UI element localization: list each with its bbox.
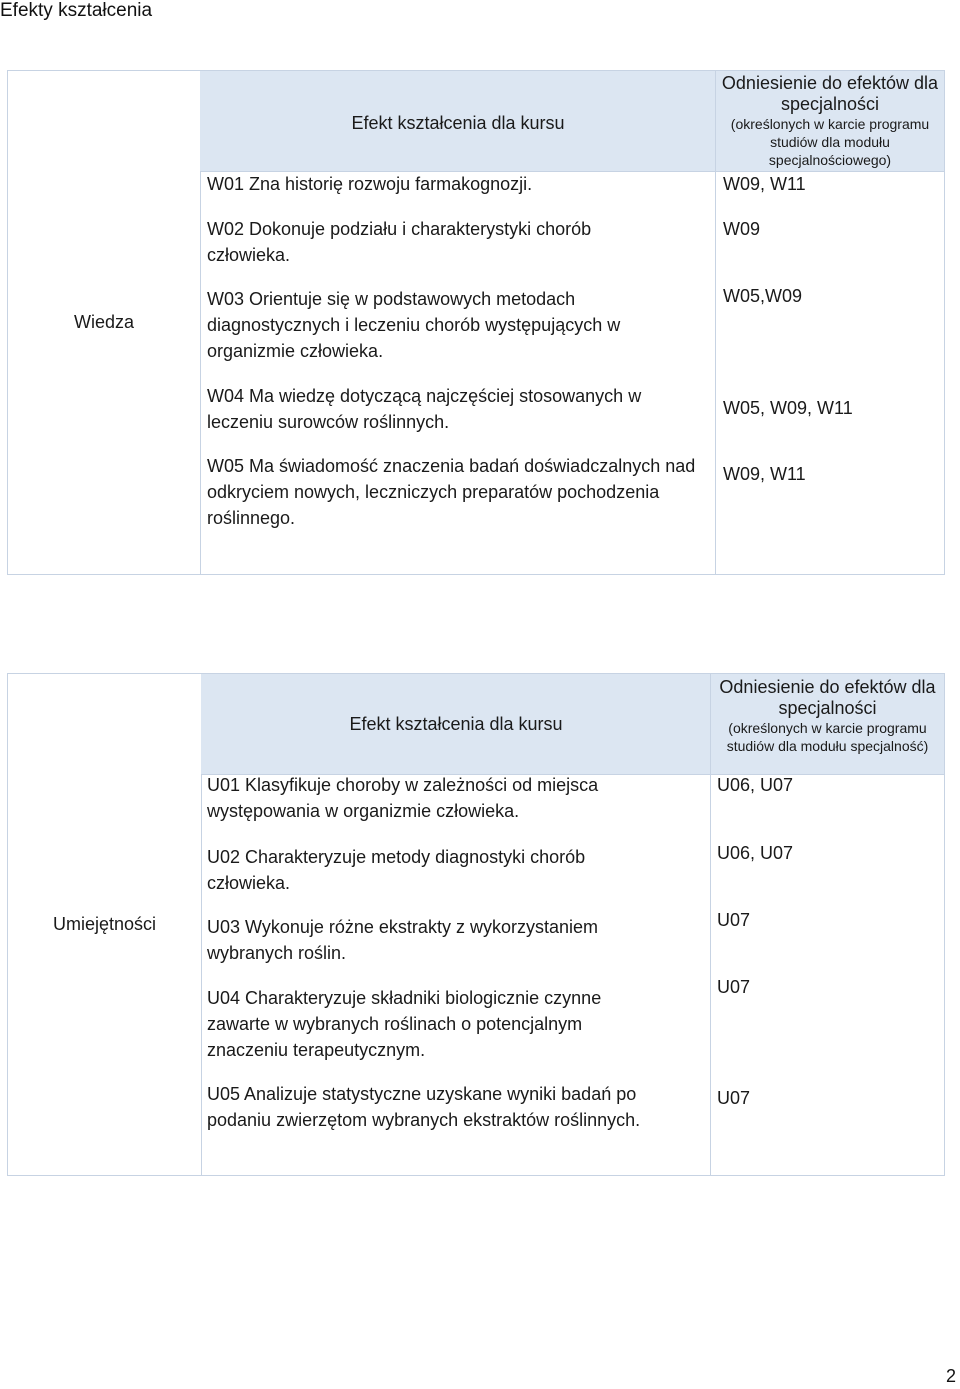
wiedza-category-cell bbox=[8, 71, 201, 574]
wiedza-row-text: W02 Dokonuje podziału i charakterystyki chorób człowieka. bbox=[207, 219, 592, 265]
umiejetnosci-row-text: U04 Charakteryzuje składniki biologicznie czynne zawarte w wybranych roślinach o potencjalnym znaczeniu terapeutycznym. bbox=[207, 988, 602, 1060]
umiejetnosci-row-ref: U06, U07 bbox=[717, 775, 794, 795]
wiedza-category-label: Wiedza bbox=[73, 312, 135, 332]
wiedza-row-text: W04 Ma wiedzę dotyczącą najczęściej stosowanych w leczeniu surowców roślinnych. bbox=[207, 386, 642, 432]
umiejetnosci-row-ref: U07 bbox=[717, 910, 751, 930]
umiejetnosci-row-text: U03 Wykonuje różne ekstrakty z wykorzystaniem wybranych roślin. bbox=[207, 917, 598, 963]
wiedza-row-ref: W09, W11 bbox=[723, 464, 806, 484]
wiedza-header-efekt: Efekt kształcenia dla kursu bbox=[351, 113, 565, 133]
umiejetnosci-row-ref: U06, U07 bbox=[717, 843, 794, 863]
umiejetnosci-row-text: U02 Charakteryzuje metody diagnostyki chorób człowieka. bbox=[207, 847, 586, 893]
page-number: 2 bbox=[945, 1366, 956, 1386]
wiedza-header-odn-note: (określonych w karcie programu studiów dla modułu specjalnościowego) bbox=[730, 116, 930, 168]
umiejetnosci-header-odniesienie bbox=[711, 677, 944, 755]
page-title: Efekty kształcenia bbox=[0, 0, 153, 21]
wiedza-row-ref: W05,W09 bbox=[723, 286, 803, 306]
wiedza-row-ref: W09 bbox=[723, 219, 761, 239]
wiedza-header-odn-main: Odniesienie do efektów dla specjalności bbox=[721, 73, 939, 114]
umiejetnosci-header-efekt: Efekt kształcenia dla kursu bbox=[349, 714, 563, 734]
wiedza-row-ref: W09, W11 bbox=[723, 174, 806, 194]
umiejetnosci-row-ref: U07 bbox=[717, 977, 751, 997]
wiedza-header-odniesienie bbox=[716, 73, 944, 169]
umiejetnosci-table bbox=[7, 673, 945, 1176]
wiedza-row-ref: W05, W09, W11 bbox=[723, 398, 853, 418]
umiejetnosci-row-text: U01 Klasyfikuje choroby w zależności od miejsca występowania w organizmie człowieka. bbox=[207, 775, 599, 821]
umiejetnosci-category-label: Umiejętności bbox=[52, 914, 157, 934]
wiedza-row-text: W03 Orientuje się w podstawowych metodach diagnostycznych i leczeniu chorób występujących w organizmie człowieka. bbox=[207, 289, 621, 361]
umiejetnosci-category-cell bbox=[8, 674, 202, 1175]
umiejetnosci-row-ref: U07 bbox=[717, 1088, 751, 1108]
umiejetnosci-header-odn-note: (określonych w karcie programu studiów dla modułu specjalność) bbox=[726, 720, 929, 754]
umiejetnosci-header-odn-main: Odniesienie do efektów dla specjalności bbox=[719, 677, 936, 718]
wiedza-row-text: W05 Ma świadomość znaczenia badań doświadczalnych nad odkryciem nowych, leczniczych preparatów pochodzenia roślinnego. bbox=[207, 456, 696, 528]
wiedza-table bbox=[7, 70, 945, 575]
umiejetnosci-row-text: U05 Analizuje statystyczne uzyskane wyniki badań po podaniu zwierzętom wybranych ekstraktów roślinnych. bbox=[207, 1084, 641, 1130]
wiedza-row-text: W01 Zna historię rozwoju farmakognozji. bbox=[207, 174, 533, 194]
